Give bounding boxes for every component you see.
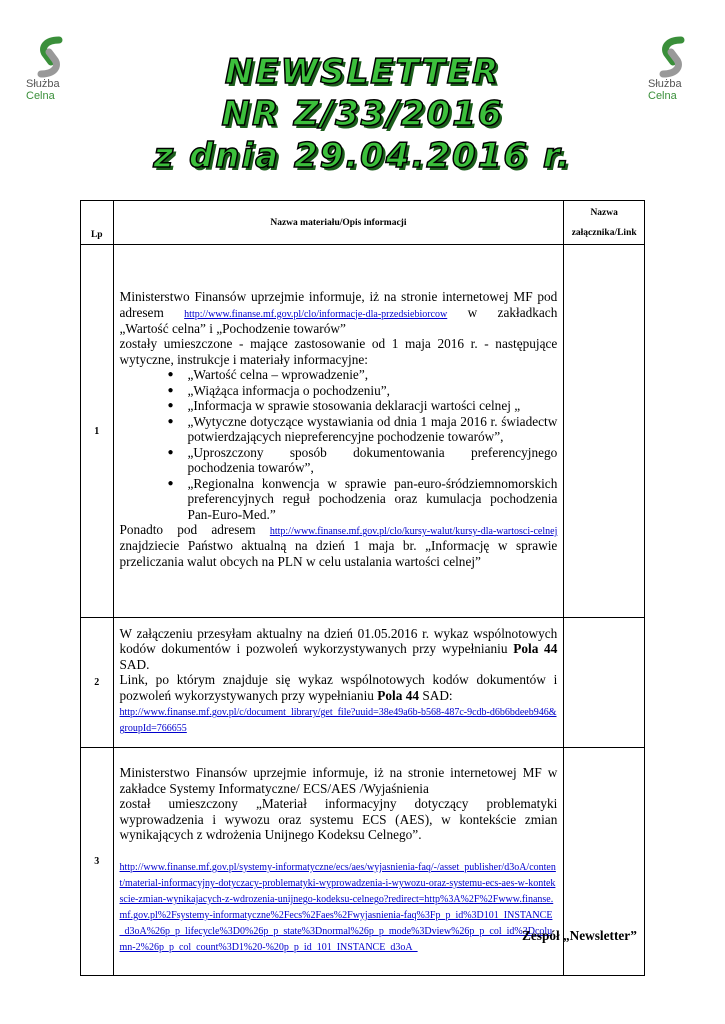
logo-text-line1: Służba bbox=[26, 78, 60, 90]
row2-text1: W załączeniu przesyłam aktualny na dzień 01.05.2016 r. wykaz wspólnotowych kodów dokumentów i pozwoleń wykorzystywanych przy wypełnianiu bbox=[119, 625, 558, 657]
link-informacje-dla-przedsiebiorcow[interactable]: http://www.finanse.mf.gov.pl/clo/informacje-dla-przedsiebiorcow bbox=[184, 308, 448, 320]
list-item: ● „Uproszczony sposób dokumentowania preferencyjnego pochodzenia towarów”, bbox=[188, 445, 558, 476]
row2-bold2: Pola 44 bbox=[377, 687, 419, 703]
row3-text1: Ministerstwo Finansów uprzejmie informuje, iż na stronie internetowej MF w zakładce Systemy Informatyczne/ ECS/AES /Wyjaśnienia bbox=[119, 765, 558, 796]
table-row bbox=[81, 245, 645, 618]
row-number: 2 bbox=[81, 618, 114, 748]
newsletter-table bbox=[80, 200, 645, 976]
logo-text-line2: Celna bbox=[648, 90, 677, 102]
newsletter-title: NEWSLETTER bbox=[224, 52, 501, 92]
header-lp: Lp bbox=[81, 201, 114, 245]
list-item: ● „Wiążąca informacja o pochodzeniu”, bbox=[188, 383, 558, 399]
newsletter-team-signature: Zespół „Newsletter” bbox=[522, 928, 637, 943]
row-content bbox=[113, 618, 564, 748]
header-attachment-line2: załącznika/Link bbox=[571, 227, 637, 238]
row1-further: Ponadto pod adresem bbox=[119, 522, 256, 537]
list-item: ● „Wytyczne dotyczące wystawiania od dnia 1 maja 2016 r. świadectw potwierdzających niepreferencyjne pochodzenie towarów”, bbox=[188, 414, 558, 445]
row1-intro-materials: zostały umieszczone - mające zastosowanie od 1 maja 2016 r. - następujące wytyczne, instrukcje i materiały informacyjne: bbox=[119, 336, 558, 367]
newsletter-number: NR Z/33/2016 bbox=[221, 94, 504, 134]
header-attachment-line1: Nazwa bbox=[590, 207, 618, 218]
newsletter-date: z dnia 29.04.2016 r. bbox=[153, 136, 572, 176]
row-number: 1 bbox=[81, 245, 114, 618]
row2-text2-end: SAD: bbox=[422, 687, 453, 703]
row-attachment bbox=[564, 618, 645, 748]
link-kursy-dla-wartosci-celnej[interactable]: http://www.finanse.mf.gov.pl/clo/kursy-walut/kursy-dla-wartosci-celnej bbox=[269, 526, 558, 537]
logo-text-line2: Celna bbox=[26, 90, 55, 102]
row-number: 3 bbox=[81, 748, 114, 976]
row1-intro-cont: w zakładkach „Wartość celna” i „Pochodzenie towarów” bbox=[119, 304, 558, 336]
table-row bbox=[81, 618, 645, 748]
row2-text1-end: SAD. bbox=[119, 656, 150, 672]
link-ecs-aes-material[interactable]: http://www.finanse.mf.gov.pl/systemy-informatyczne/ecs/aes/wyjasnienia-faq/-/asset_publisher/d3oA/content/material-informacyjny-dotyczacy-problematyki-wyprowadzenia-i-wywozu-oraz-systemu-ecs-aes-w-kontekscie-zmian-wynikajacych-z-wdrozenia-unijnego-kodeksu-celnego?redirect=http%3A%2F%2Fwww.finanse.mf.gov.pl%2Fsystemy-informatyczne%2Fecs%2Faes%2Fwyjasnienia-faq%3Fp_p_id%3D101_INSTANCE_d3oA%26p_p_lifecycle%3D0%26p_p_state%3Dnormal%26p_p_mode%3Dview%26p_p_col_id%3Dcolumn-2%26p_p_col_count%3D1%20-%20p_p_id_101_INSTANCE_d3oA_ bbox=[119, 862, 556, 953]
row-content bbox=[113, 748, 564, 976]
table-header-row bbox=[81, 201, 645, 245]
row-attachment bbox=[564, 245, 645, 618]
row3-text2: został umieszczony „Materiał informacyjny dotyczący problematyki wyprowadzenia i wywozu oraz systemu ECS (AES), w kontekście zmian wynikających z wdrożenia Unijnego Kodeksu Celnego”. bbox=[119, 796, 558, 842]
header-attachment bbox=[564, 201, 645, 245]
link-document-library[interactable]: http://www.finanse.mf.gov.pl/c/document_library/get_file?uuid=38e49a6b-b568-487c-9cdb-d6b6bdeeb946&groupId=766655 bbox=[119, 707, 557, 735]
logo-text-line1: Służba bbox=[648, 78, 682, 90]
row2-text2: Link, po którym znajduje się wykaz wspólnotowych kodów dokumentów i pozwoleń wykorzystywanych przy wypełnianiu bbox=[119, 672, 558, 703]
materials-list bbox=[120, 367, 558, 522]
list-item: ● „Wartość celna – wprowadzenie”, bbox=[188, 367, 558, 383]
list-item: ● „Informacja w sprawie stosowania deklaracji wartości celnej „ bbox=[188, 398, 558, 414]
header-name: Nazwa materiału/Opis informacji bbox=[113, 201, 564, 245]
row1-further-cont: znajdziecie Państwo aktualną na dzień 1 maja br. „Informację w sprawie przeliczania walut obcych na PLN w celu ustalania wartości celnej” bbox=[119, 538, 558, 569]
row1-intro: Ministerstwo Finansów uprzejmie informuje, iż na stronie internetowej MF pod adresem bbox=[119, 289, 558, 320]
row-content bbox=[113, 245, 564, 618]
list-item: ● „Regionalna konwencja w sprawie pan-euro-śródziemnomorskich preferencyjnych reguł pochodzenia oraz kumulacja pochodzenia Pan-Euro-Med.” bbox=[188, 476, 558, 523]
row2-bold1: Pola 44 bbox=[513, 641, 558, 657]
